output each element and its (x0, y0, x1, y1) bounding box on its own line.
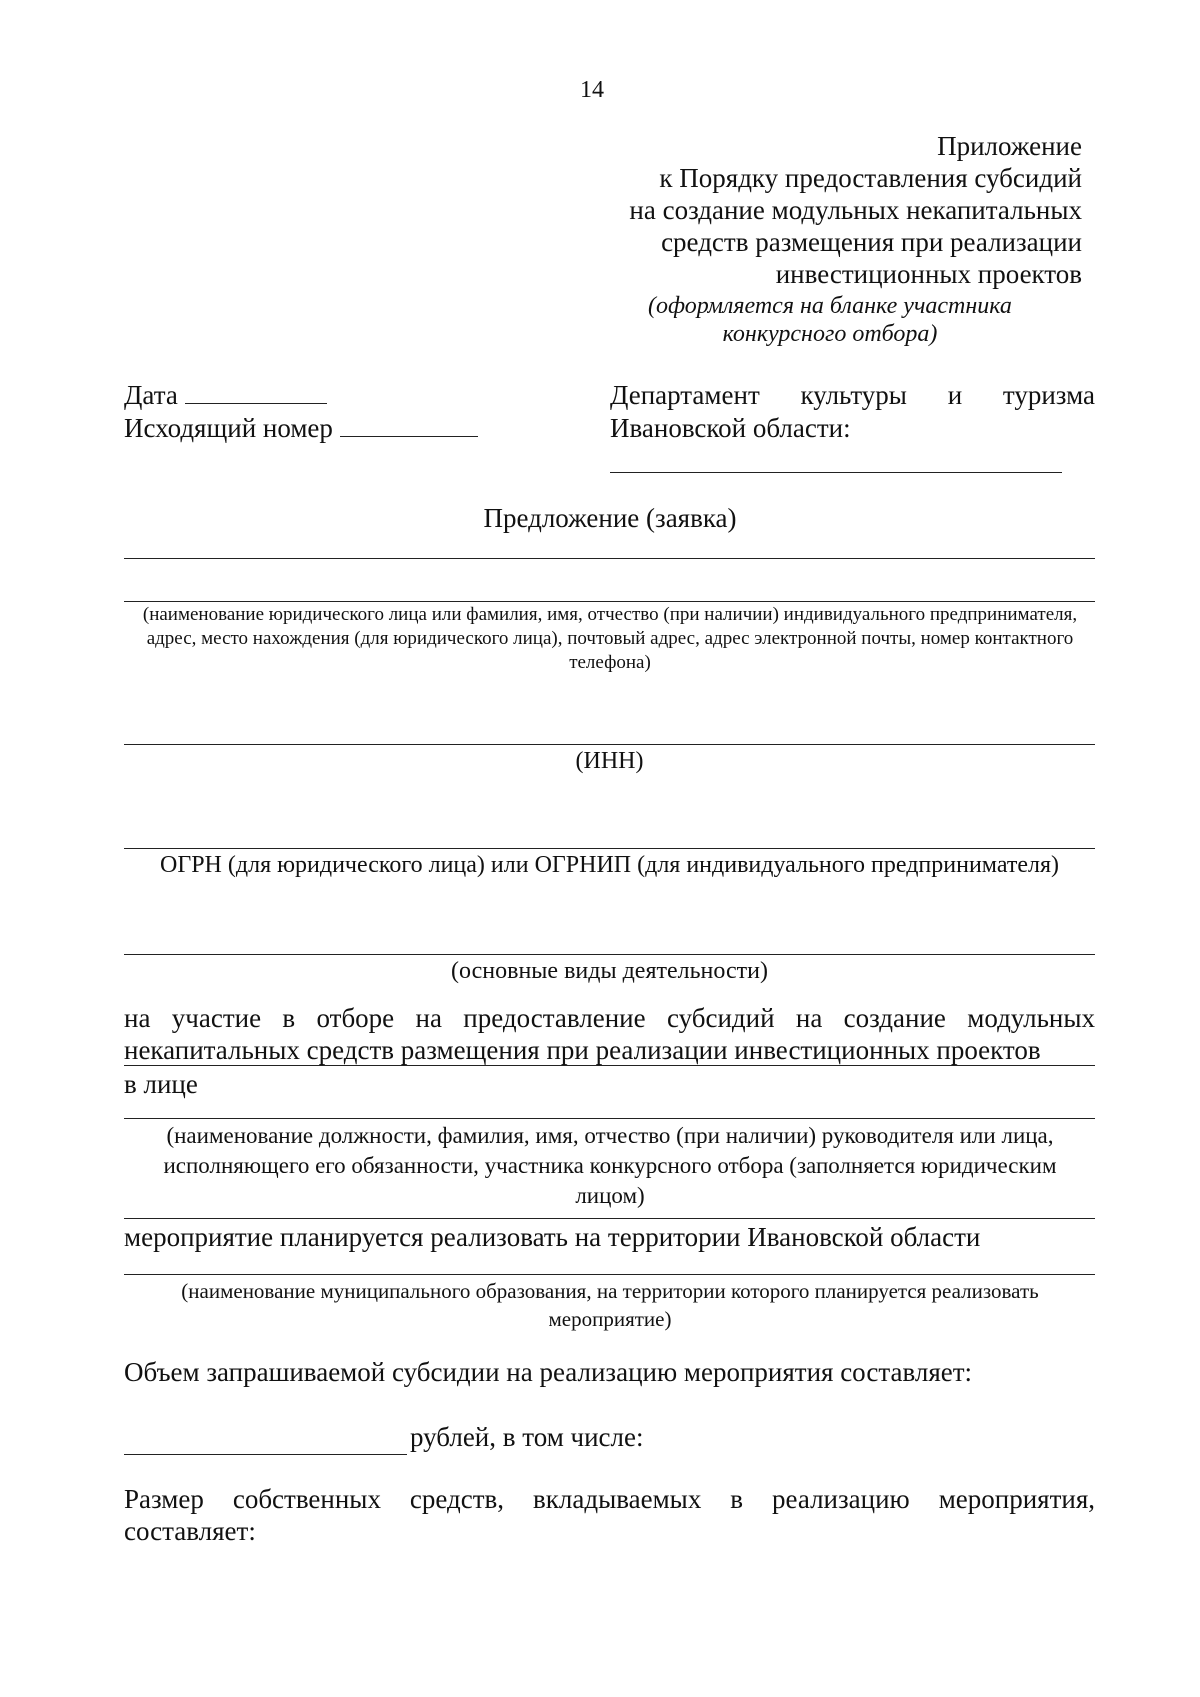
participation-line-2: некапитальных средств размещения при реализации инвестиционных проектов (124, 1035, 1041, 1065)
subsidy-amount-line[interactable] (124, 1454, 407, 1455)
appendix-block (482, 130, 1082, 290)
department-region: Ивановской области: (610, 413, 851, 443)
municipality-caption: (наименование муниципального образования, на территории которого планируется реализовать мероприятие) (181, 1279, 1039, 1331)
representative-line-2[interactable] (124, 1218, 1095, 1219)
activities-caption: (основные виды деятельности) (451, 958, 768, 984)
outgoing-number-label: Исходящий номер (124, 413, 333, 443)
appendix-title: Приложение (937, 131, 1082, 161)
participation-underline (124, 1065, 1095, 1066)
appendix-note (620, 292, 1040, 348)
department-word: и (947, 380, 963, 410)
rubles-text: рублей, в том числе: (410, 1422, 644, 1452)
department-word: туризма (1002, 380, 1095, 410)
subsidy-volume-text: Объем запрашиваемой субсидии на реализацию мероприятия составляет: (124, 1357, 973, 1387)
activities-line[interactable] (124, 954, 1095, 955)
inn-line[interactable] (124, 744, 1095, 745)
appendix-note-line: (оформляется на бланке участника (648, 293, 1012, 319)
outgoing-number-field (124, 413, 478, 444)
department-word: культуры (800, 380, 907, 410)
applicant-caption: (наименование юридического лица или фамилия, имя, отчество (при наличии) индивидуального предпринимателя, адрес, место нахождения (для юридического лица), почтовый адрес, адрес электронной почты, номер контактного телефона) (142, 604, 1078, 673)
ogrn-line[interactable] (124, 848, 1095, 849)
territory-text: мероприятие планируется реализовать на территории Ивановской области (124, 1222, 981, 1252)
department-signature-line[interactable] (610, 472, 1062, 473)
participation-line-1: на участие в отборе на предоставление субсидий на создание модульных (124, 1003, 1095, 1033)
department-line (610, 380, 1095, 411)
applicant-line-1[interactable] (124, 558, 1095, 559)
date-blank[interactable] (185, 381, 327, 404)
appendix-line: на создание модульных некапитальных (629, 195, 1082, 225)
applicant-line-2[interactable] (124, 601, 1095, 602)
in-person-label: в лице (124, 1069, 198, 1099)
date-label: Дата (124, 380, 178, 410)
appendix-line: инвестиционных проектов (775, 259, 1082, 289)
document-title: Предложение (заявка) (483, 503, 737, 533)
inn-caption: (ИНН) (575, 748, 644, 774)
outgoing-number-blank[interactable] (340, 414, 478, 437)
representative-line[interactable] (124, 1118, 1095, 1119)
ogrn-caption: ОГРН (для юридического лица) или ОГРНИП (для индивидуального предпринимателя) (160, 852, 1059, 878)
date-field (124, 380, 327, 411)
municipality-line[interactable] (124, 1274, 1095, 1275)
department-word: Департамент (610, 380, 760, 410)
own-funds-line-1: Размер собственных средств, вкладываемых в реализацию мероприятия, (124, 1484, 1095, 1514)
representative-caption: (наименование должности, фамилия, имя, отчество (при наличии) руководителя или лица, исполняющего его обязанности, участника конкурсного отбора (заполняется юридическим лицом) (163, 1123, 1057, 1208)
appendix-line: к Порядку предоставления субсидий (659, 163, 1082, 193)
page-number: 14 (580, 77, 604, 103)
appendix-line: средств размещения при реализации (661, 227, 1082, 257)
own-funds-line-2: составляет: (124, 1516, 256, 1546)
appendix-note-line: конкурсного отбора) (722, 321, 938, 347)
